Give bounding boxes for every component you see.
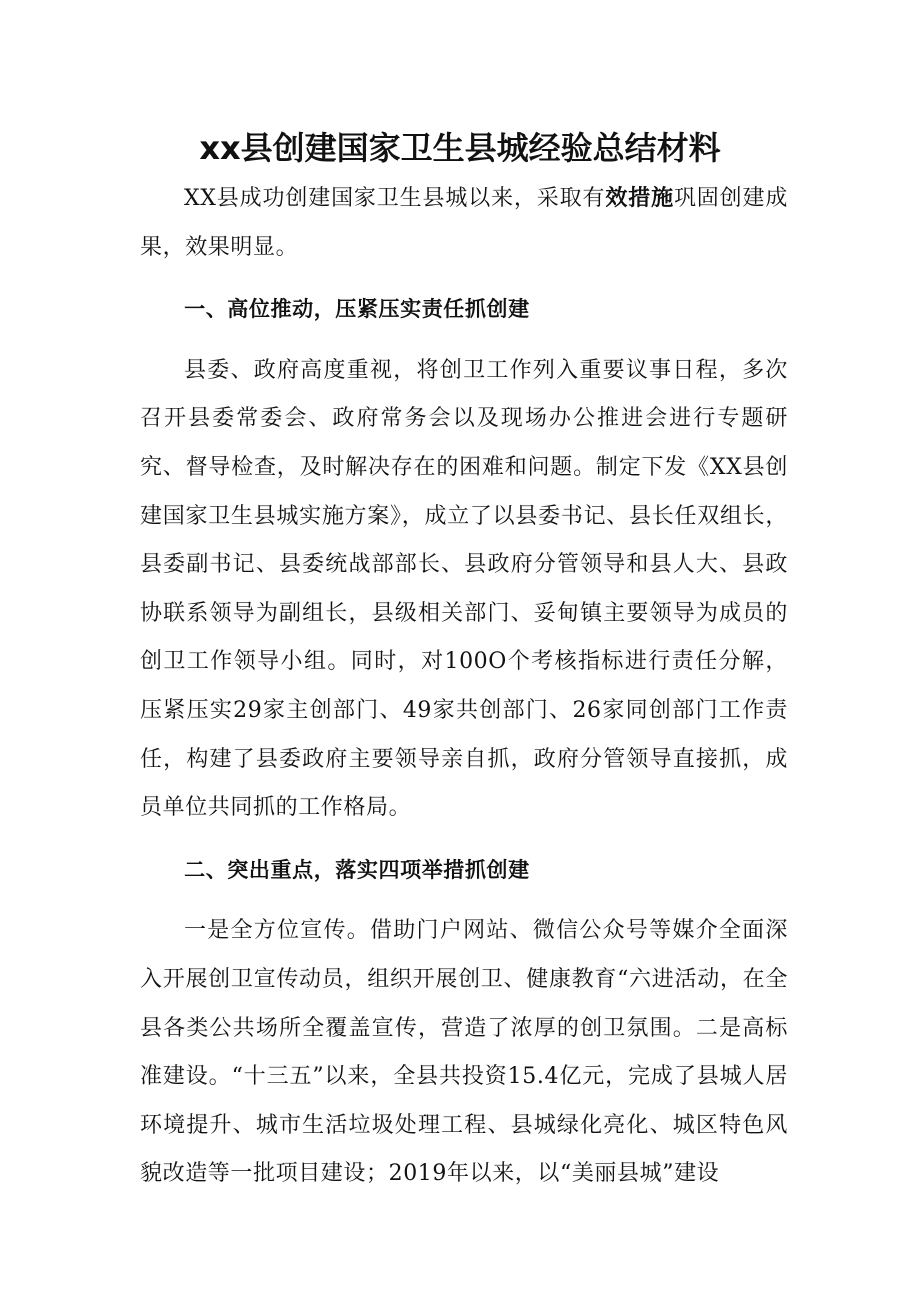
section-1-paragraph: 县委、政府高度重视，将创卫工作列入重要议事日程，多次召开县委常委会、政府常务会以及现场办公推进会进行专题研究、督导检查，及时解决存在的困难和问题。制定下发《XX县创建国家卫生县城实施方案》，成立了以县委书记、县长任双组长，县委副书记、县委统战部部长、县政府分管领导和县人大、县政协联系领导为副组长，县级相关部门、妥甸镇主要领导为成员的创卫工作领导小组。同时，对100O个考核指标进行责任分解，压紧压实29家主创部门、49家共创部门、26家同创部门工作责任，构建了县委政府主要领导亲自抓，政府分管领导直接抓，成员单位共同抓的工作格局。	[140, 357, 788, 821]
spacer	[140, 334, 788, 347]
document-body	[140, 174, 788, 1199]
section-2-heading: 二、突出重点，落实四项举措抓创建	[184, 857, 530, 882]
intro-text-after: 巩固创建成果，效果明显。	[140, 186, 788, 260]
document-title: xx县创建国家卫生县城经验总结材料	[199, 129, 721, 167]
section-1-heading: 一、高位推动，压紧压实责任抓创建	[184, 297, 530, 322]
spacer	[140, 894, 788, 907]
intro-emphasis: 效措施	[605, 185, 674, 211]
spacer	[140, 272, 788, 285]
intro-paragraph	[140, 174, 788, 272]
section-2-paragraph: 一是全方位宣传。借助门户网站、微信公众号等媒介全面深入开展创卫宣传动员，组织开展创卫、健康教育“六进活动，在全县各类公共场所全覆盖宣传，营造了浓厚的创卫氛围。二是高标准建设。“十三五”以来，全县共投资15.4亿元，完成了县城人居环境提升、城市生活垃圾处理工程、县城绿化亮化、城区特色风貌改造等一批项目建设；2019年以来，以“美丽县城”建设	[140, 918, 788, 1187]
spacer	[140, 833, 788, 846]
intro-text-before: XX县成功创建国家卫生县城以来，采取有	[184, 186, 606, 211]
